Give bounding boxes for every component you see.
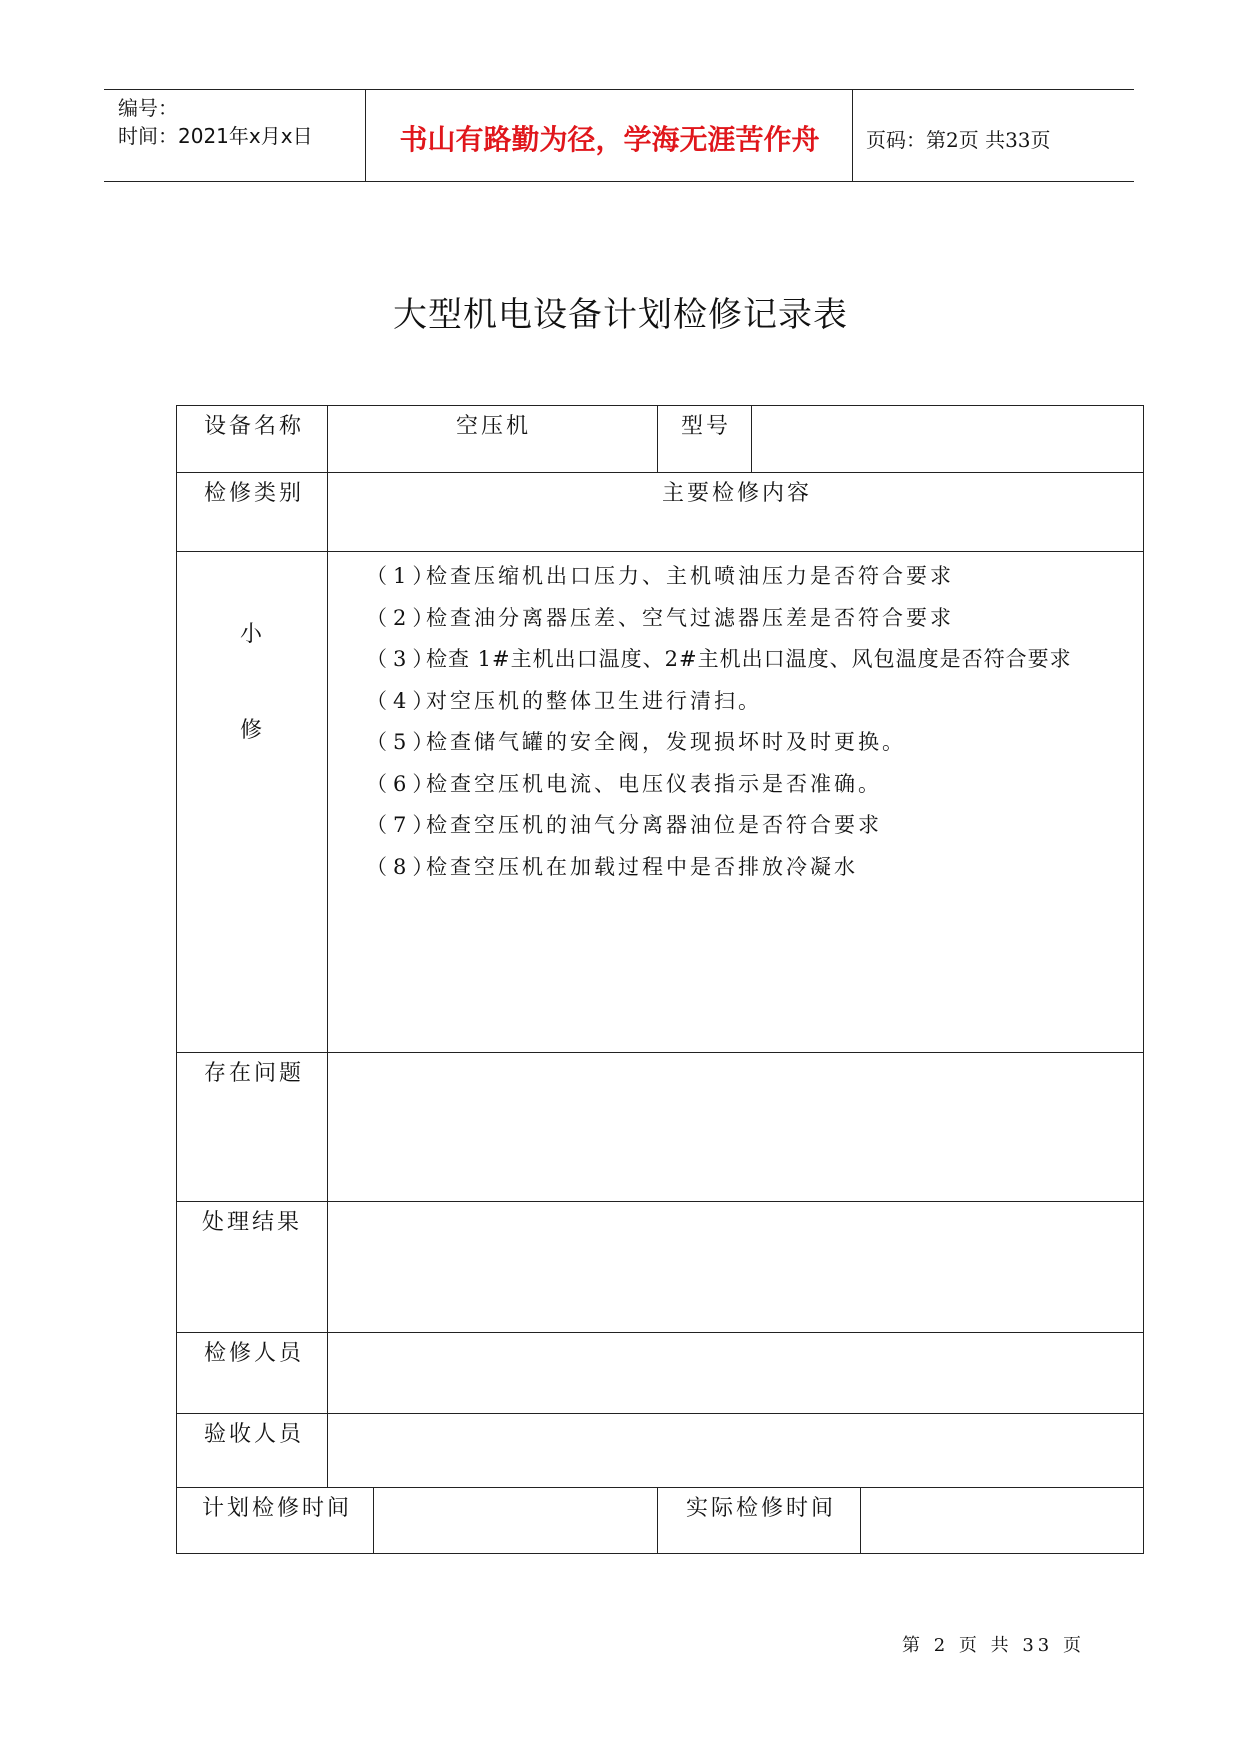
main-content-header: 主要检修内容 — [662, 481, 813, 506]
page-title: 大型机电设备计划检修记录表 — [393, 295, 848, 335]
item-number: （7） — [366, 813, 440, 837]
item-text: 检查空压机在加载过程中是否排放冷凝水 — [426, 854, 858, 879]
footer-page-number: 第 2 页 共 33 页 — [902, 1635, 1085, 1656]
maintenance-category-value: 小 — [240, 622, 266, 647]
item-number: （3） — [366, 647, 440, 671]
planned-time-field[interactable] — [374, 1488, 657, 1553]
repairers-field[interactable] — [328, 1333, 1143, 1413]
existing-issues-field[interactable] — [328, 1053, 1143, 1201]
document-number-label: 编号： — [118, 96, 178, 120]
list-item — [366, 726, 1072, 768]
planned-time-label: 计划检修时间 — [202, 1496, 353, 1521]
equipment-name-value: 空压机 — [456, 414, 532, 439]
item-number: （4） — [366, 688, 440, 713]
header-divider — [365, 89, 366, 181]
item-text: 检查空压机电流、电压仪表指示是否准确。 — [426, 771, 882, 796]
table-row-divider — [176, 551, 1144, 552]
maintenance-item-list — [366, 560, 1072, 892]
item-number: （2） — [366, 605, 440, 630]
acceptors-label: 验收人员 — [204, 1422, 305, 1447]
item-number: （6） — [366, 771, 440, 796]
item-text: 检查空压机的油气分离器油位是否符合要求 — [426, 813, 882, 837]
repairers-label: 检修人员 — [204, 1341, 305, 1366]
header-page-number: 页码：第2页 共33页 — [866, 128, 1051, 152]
table-column-divider — [657, 405, 658, 472]
header-top-rule — [104, 89, 1134, 90]
model-label: 型号 — [681, 414, 732, 439]
table-border-bottom — [176, 1553, 1144, 1554]
list-item — [366, 602, 1072, 644]
handling-result-label: 处理结果 — [202, 1210, 303, 1235]
list-item — [366, 685, 1072, 727]
item-text: 检查 1#主机出口温度、2#主机出口温度、风包温度是否符合要求 — [426, 647, 1072, 671]
item-number: （1） — [366, 564, 440, 588]
item-text: 对空压机的整体卫生进行清扫。 — [426, 688, 762, 713]
item-text: 检查油分离器压差、空气过滤器压差是否符合要求 — [426, 605, 954, 630]
item-number: （5） — [366, 730, 440, 754]
existing-issues-label: 存在问题 — [204, 1061, 305, 1086]
maintenance-category-value: 修 — [240, 718, 266, 743]
header-bottom-rule — [104, 181, 1134, 182]
acceptors-field[interactable] — [328, 1414, 1143, 1487]
document-time-label: 时间：2021年x月x日 — [118, 124, 313, 148]
maintenance-category-label: 检修类别 — [204, 481, 305, 506]
table-border-top — [176, 405, 1144, 406]
table-border-left — [176, 405, 177, 1554]
header-divider — [852, 89, 853, 181]
list-item — [366, 768, 1072, 810]
maintenance-record-table — [176, 405, 1144, 1555]
actual-time-label: 实际检修时间 — [686, 1496, 837, 1521]
list-item — [366, 560, 1072, 602]
equipment-name-label: 设备名称 — [204, 414, 305, 439]
actual-time-field[interactable] — [861, 1488, 1143, 1553]
item-text: 检查压缩机出口压力、主机喷油压力是否符合要求 — [426, 564, 954, 588]
item-number: （8） — [366, 854, 440, 879]
table-column-divider — [751, 405, 752, 472]
header-motto: 书山有路勤为径，学海无涯苦作舟 — [399, 123, 820, 156]
handling-result-field[interactable] — [328, 1202, 1143, 1332]
list-item — [366, 809, 1072, 851]
table-row-divider — [176, 472, 1144, 473]
list-item — [366, 851, 1072, 893]
item-text: 检查储气罐的安全阀，发现损坏时及时更换。 — [426, 730, 906, 754]
table-border-right — [1143, 405, 1144, 1554]
table-column-divider — [657, 1487, 658, 1554]
list-item — [366, 643, 1072, 685]
